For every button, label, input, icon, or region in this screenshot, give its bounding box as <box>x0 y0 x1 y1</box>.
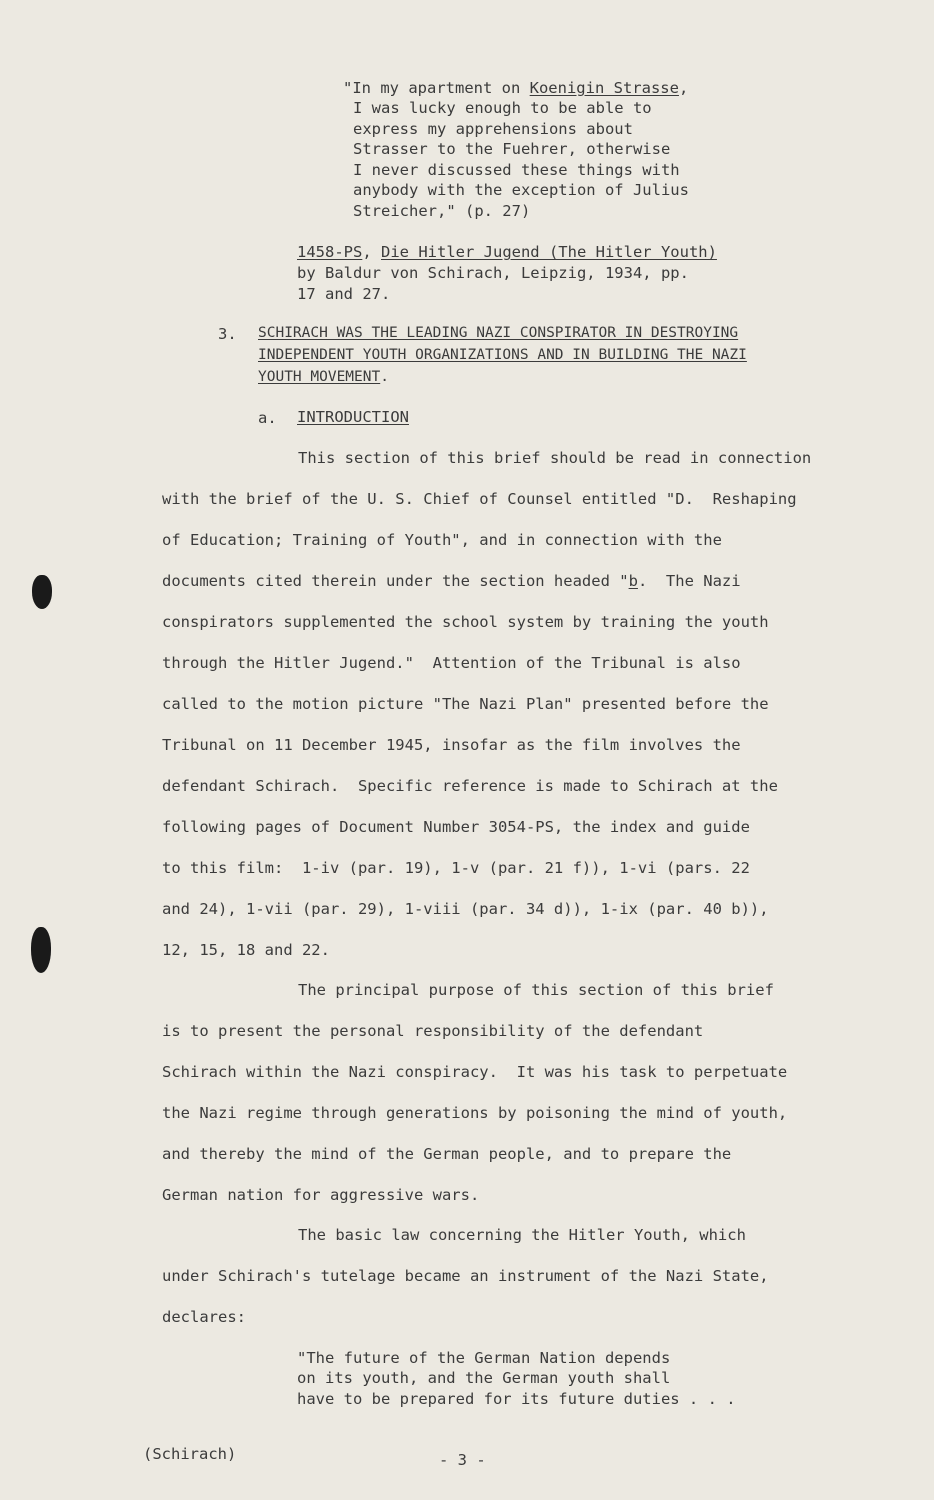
para3-line-1: The basic law concerning the Hitler Youth, which <box>298 1226 746 1244</box>
page-number: - 3 - <box>439 1451 486 1469</box>
quote1-line-3: express my apprehensions about <box>353 120 633 138</box>
quote1-line-2: I was lucky enough to be able to <box>353 99 652 117</box>
quote2-line-2: on its youth, and the German youth shall <box>297 1369 671 1387</box>
section-number: 3. <box>218 325 237 343</box>
quote1-line-7: Streicher," (p. 27) <box>353 202 531 220</box>
para1-line-8: Tribunal on 11 December 1945, insofar as the film involves the <box>162 736 741 754</box>
para1-line-5: conspirators supplemented the school system by training the youth <box>162 613 769 631</box>
para2-line-6: German nation for aggressive wars. <box>162 1186 480 1204</box>
para1-line-2: with the brief of the U. S. Chief of Counsel entitled "D. Reshaping <box>162 490 797 508</box>
para1-line-7: called to the motion picture "The Nazi Plan" presented before the <box>162 695 769 713</box>
para1-line-3: of Education; Training of Youth", and in connection with the <box>162 531 722 549</box>
punch-hole-top <box>32 575 52 609</box>
quote1-line-1: "In my apartment on Koenigin Strasse, <box>343 79 689 97</box>
para1-line-4: documents cited therein under the section headed "b. The Nazi <box>162 572 741 590</box>
para1-line-10: following pages of Document Number 3054-PS, the index and guide <box>162 818 750 836</box>
quote1-line-6: anybody with the exception of Julius <box>353 181 689 199</box>
quote2-line-3: have to be prepared for its future duties . . . <box>297 1390 736 1408</box>
para1-line-13: 12, 15, 18 and 22. <box>162 941 330 959</box>
para1-line-12: and 24), 1-vii (par. 29), 1-viii (par. 34 d)), 1-ix (par. 40 b)), <box>162 900 769 918</box>
para1-line-6: through the Hitler Jugend." Attention of the Tribunal is also <box>162 654 741 672</box>
quote1-line-5: I never discussed these things with <box>353 161 680 179</box>
subsection-title: INTRODUCTION <box>297 408 409 426</box>
para1-line-11: to this film: 1-iv (par. 19), 1-v (par. 21 f)), 1-vi (pars. 22 <box>162 859 750 877</box>
citation-title: Die Hitler Jugend (The Hitler Youth) <box>381 243 717 261</box>
footer-label: (Schirach) <box>143 1445 237 1463</box>
para2-line-1: The principal purpose of this section of this brief <box>298 981 774 999</box>
section-heading-line-2: INDEPENDENT YOUTH ORGANIZATIONS AND IN BUILDING THE NAZI <box>258 347 747 363</box>
citation-line-2: by Baldur von Schirach, Leipzig, 1934, pp. <box>297 264 689 282</box>
citation-line-1: 1458-PS, Die Hitler Jugend (The Hitler Youth) <box>297 243 717 261</box>
citation-doc-ref: 1458-PS <box>297 243 363 261</box>
para2-line-3: Schirach within the Nazi conspiracy. It was his task to perpetuate <box>162 1063 788 1081</box>
section-heading-line-3: YOUTH MOVEMENT. <box>258 369 389 385</box>
para2-line-2: is to present the personal responsibility of the defendant <box>162 1022 704 1040</box>
para1-line-1: This section of this brief should be read in connection <box>298 449 812 467</box>
para3-line-2: under Schirach's tutelage became an instrument of the Nazi State, <box>162 1267 769 1285</box>
citation-line-3: 17 and 27. <box>297 285 391 303</box>
quote2-line-1: "The future of the German Nation depends <box>297 1349 671 1367</box>
para2-line-4: the Nazi regime through generations by poisoning the mind of youth, <box>162 1104 788 1122</box>
para1-line-9: defendant Schirach. Specific reference is made to Schirach at the <box>162 777 778 795</box>
para2-line-5: and thereby the mind of the German people, and to prepare the <box>162 1145 732 1163</box>
punch-hole-bottom <box>31 927 51 973</box>
quote1-line-4: Strasser to the Fuehrer, otherwise <box>353 140 671 158</box>
para3-line-3: declares: <box>162 1308 246 1326</box>
section-heading-line-1: SCHIRACH WAS THE LEADING NAZI CONSPIRATOR IN DESTROYING <box>258 325 739 341</box>
subsection-letter: a. <box>258 409 277 427</box>
